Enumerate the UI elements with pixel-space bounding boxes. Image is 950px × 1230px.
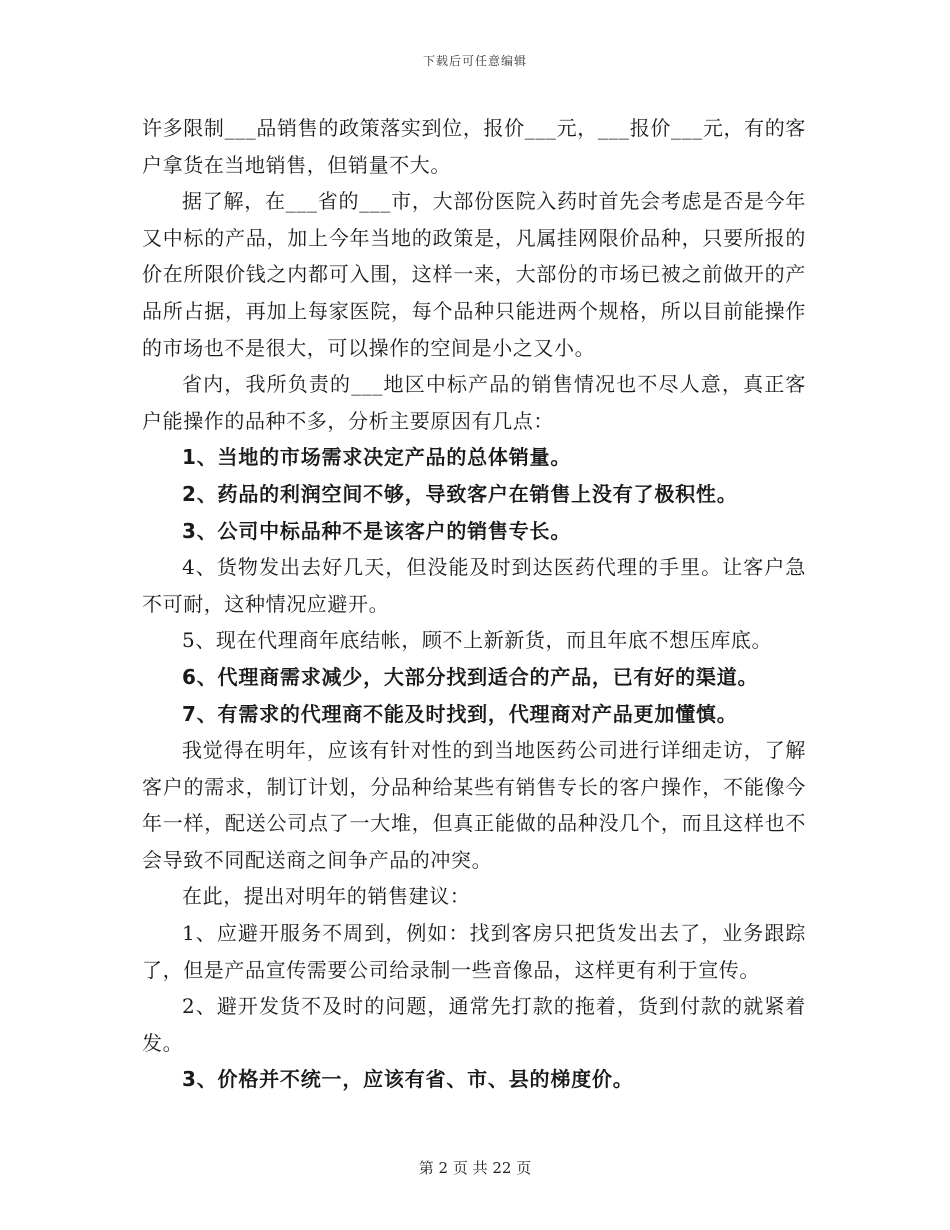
paragraph-1: 据了解，在___省的___市，大部份医院入药时首先会考虑是否是今年又中标的产品，加上今年当地的政策是，凡属挂网限价品种，只要所报的价在所限价钱之内都可入围，这样一来，大部份的市场已被之前做开的产品所占据，再加上每家医院，每个品种只能进两个规格，所以目前能操作的市场也不是很大，可以操作的空间是小之又小。 (142, 189, 806, 360)
paragraph-6: 4、货物发出去好几天，但没能及时到达医药代理的手里。让客户急不可耐，这种情况应避开。 (142, 555, 806, 616)
paragraph-9: 7、有需求的代理商不能及时找到，代理商对产品更加懂慎。 (182, 701, 738, 726)
paragraph-4: 2、药品的利润空间不够，导致客户在销售上没有了极积性。 (182, 481, 738, 506)
paragraph-11: 在此，提出对明年的销售建议： (182, 884, 471, 909)
page-header: 下载后可任意编辑 (422, 54, 527, 68)
paragraph-12: 1、应避开服务不周到，例如：找到客房只把货发出去了，业务跟踪了，但是产品宣传需要公司给录制一些音像品，这样更有利于宣传。 (142, 921, 806, 982)
paragraph-8: 6、代理商需求减少，大部分找到适合的产品，已有好的渠道。 (182, 664, 759, 689)
paragraph-14: 3、价格并不统一，应该有省、市、县的梯度价。 (182, 1067, 634, 1092)
page-footer: 第 2 页 共 22 页 (418, 1159, 532, 1177)
paragraph-2: 省内，我所负责的___地区中标产品的销售情况也不尽人意，真正客户能操作的品种不多，分析主要原因有几点： (142, 372, 806, 433)
paragraph-0: 许多限制___品销售的政策落实到位，报价___元，___报价___元，有的客户拿货在当地销售，但销量不大。 (142, 116, 806, 177)
document-body (142, 110, 806, 1098)
paragraph-13: 2、避开发货不及时的问题，通常先打款的拖着，货到付款的就紧着发。 (142, 994, 806, 1055)
paragraph-5: 3、公司中标品种不是该客户的销售专长。 (182, 518, 572, 543)
paragraph-7: 5、现在代理商年底结帐，顾不上新新货，而且年底不想压库底。 (182, 628, 773, 653)
paragraph-10: 我觉得在明年，应该有针对性的到当地医药公司进行详细走访，了解客户的需求，制订计划，分品种给某些有销售专长的客户操作，不能像今年一样，配送公司点了一大堆，但真正能做的品种没几个，而且这样也不会导致不同配送商之间争产品的冲突。 (142, 738, 806, 872)
paragraph-3: 1、当地的市场需求决定产品的总体销量。 (182, 445, 572, 470)
